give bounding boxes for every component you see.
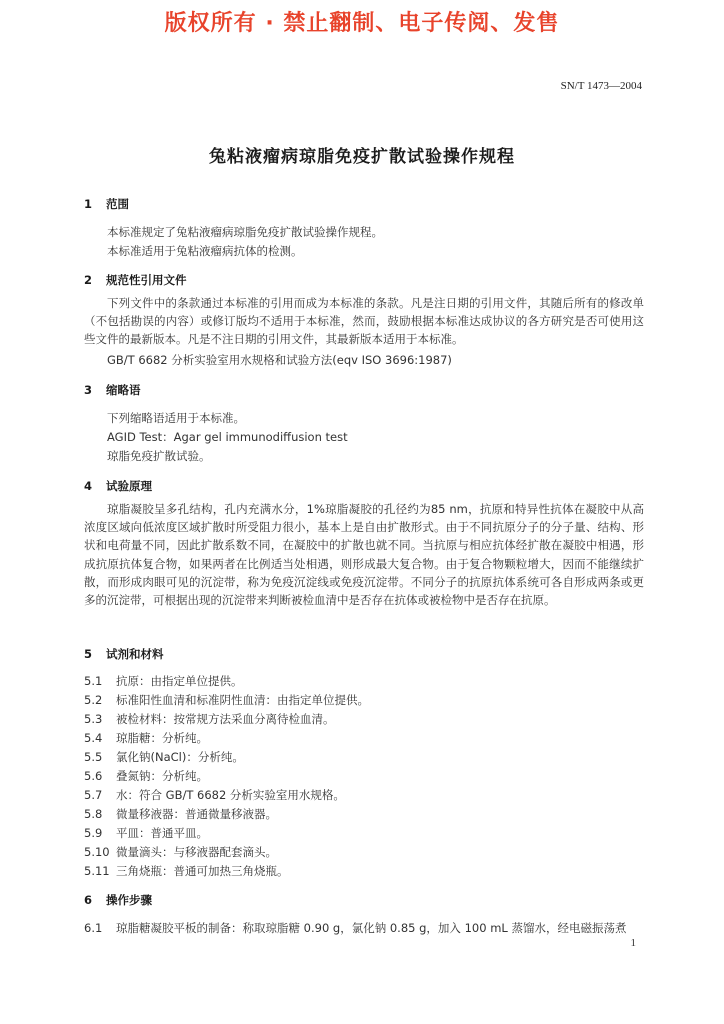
document-title: 兔粘液瘤病琼脂免疫扩散试验操作规程 <box>209 147 515 167</box>
normative-reference: GB/T 6682 分析实验室用水规格和试验方法(eqv ISO 3696:1987) <box>107 353 452 367</box>
section-6-heading: 6 操作步骤 <box>84 893 153 907</box>
list-item: 5.1 抗原：由指定单位提供。 <box>84 674 243 688</box>
section-5-heading: 5 试剂和材料 <box>84 647 164 661</box>
section-1-heading: 1 范围 <box>84 197 130 211</box>
list-item: 5.8 微量移液器：普通微量移液器。 <box>84 807 277 821</box>
list-item: 6.1 琼脂糖凝胶平板的制备：称取琼脂糖 0.90 g，氯化钠 0.85 g，加入 100 mL 蒸馏水，经电磁振荡煮 <box>84 921 627 935</box>
list-item: 5.10 微量滴头：与移液器配套滴头。 <box>84 845 277 859</box>
list-item: 5.7 水：符合 GB/T 6682 分析实验室用水规格。 <box>84 788 345 802</box>
standard-code: SN/T 1473—2004 <box>560 80 642 92</box>
section-3-line-3: 琼脂免疫扩散试验。 <box>107 449 211 463</box>
section-3-line-2: AGID Test：Agar gel immunodiffusion test <box>107 430 348 444</box>
list-item: 5.5 氯化钠(NaCl)：分析纯。 <box>84 750 244 764</box>
section-3-heading: 3 缩略语 <box>84 383 141 397</box>
section-2-heading: 2 规范性引用文件 <box>84 273 187 287</box>
list-item: 5.4 琼脂糖：分析纯。 <box>84 731 208 745</box>
section-4-paragraph: 琼脂凝胶呈多孔结构，孔内充满水分，1%琼脂凝胶的孔径约为85 nm，抗原和特异性抗体在凝胶中从高浓度区域向低浓度区域扩散时所受阻力很小，基本上是自由扩散形式。由于不同抗原分子的分子量、结构、形状和电荷量不同，因此扩散系数不同，在凝胶中的扩散也就不同。当抗原与相应抗体经扩散在凝胶中相遇，形成抗原抗体复合物，如果两者在比例适当处相遇，则形成最大复合物。由于复合物颗粒增大，因而不能继续扩散，而形成肉眼可见的沉淀带，称为免疫沉淀线或免疫沉淀带。不同分子的抗原抗体系统可各自形成两条或更多的沉淀带，可根据出现的沉淀带来判断被检血清中是否存在抗体或被检物中是否存在抗原。 <box>84 502 644 608</box>
section-1-line-1: 本标准规定了兔粘液瘤病琼脂免疫扩散试验操作规程。 <box>107 225 383 239</box>
section-4-heading: 4 试验原理 <box>84 479 153 493</box>
list-item: 5.6 叠氮钠：分析纯。 <box>84 769 208 783</box>
section-2-paragraph: 下列文件中的条款通过本标准的引用而成为本标准的条款。凡是注日期的引用文件，其随后所有的修改单（不包括勘误的内容）或修订版均不适用于本标准，然而，鼓励根据本标准达成协议的各方研究是否可使用这些文件的最新版本。凡是不注日期的引用文件，其最新版本适用于本标准。 <box>84 296 644 347</box>
list-item: 5.9 平皿：普通平皿。 <box>84 826 208 840</box>
section-3-line-1: 下列缩略语适用于本标准。 <box>107 411 245 425</box>
copyright-watermark: 版权所有 · 禁止翻制、电子传阅、发售 <box>164 11 560 36</box>
list-item: 5.2 标准阳性血清和标准阴性血清：由指定单位提供。 <box>84 693 369 707</box>
section-1-line-2: 本标准适用于兔粘液瘤病抗体的检测。 <box>107 244 303 258</box>
page-number: 1 <box>630 937 636 949</box>
list-item: 5.11 三角烧瓶：普通可加热三角烧瓶。 <box>84 864 289 878</box>
list-item: 5.3 被检材料：按常规方法采血分离待检血清。 <box>84 712 335 726</box>
